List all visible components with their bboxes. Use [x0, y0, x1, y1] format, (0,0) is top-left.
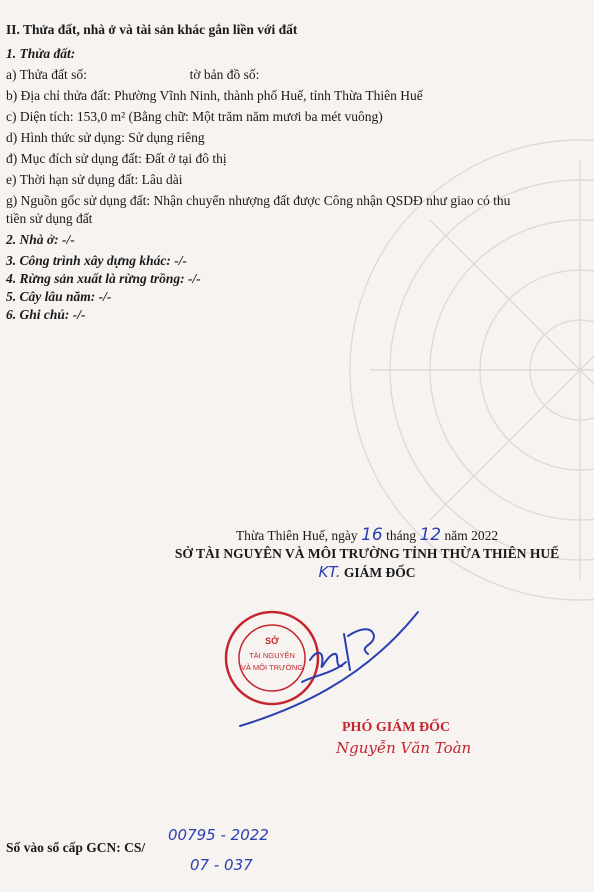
parcel-line [6, 66, 259, 84]
month-label: tháng [386, 528, 417, 543]
registry-label: Số vào sổ cấp GCN: CS/ [6, 840, 146, 855]
land-heading: 1. Thửa đất: [6, 46, 76, 61]
department-name: SỞ TÀI NGUYÊN VÀ MÔI TRƯỜNG TỈNH THỪA THIÊN HUẾ [174, 546, 560, 561]
svg-text:SỞ: SỞ [265, 636, 279, 646]
svg-text:VÀ MÔI TRƯỜNG: VÀ MÔI TRƯỜNG [240, 663, 304, 672]
usage-term: e) Thời hạn sử dụng đất: Lâu dài [6, 172, 183, 187]
section-title: II. Thửa đất, nhà ở và tài sản khác gắn liền với đất [6, 22, 298, 37]
director-line [140, 563, 594, 581]
registry-number: 00795 - 2022 [168, 826, 269, 844]
usage-form: d) Hình thức sử dụng: Sử dụng riêng [6, 130, 205, 145]
notes-item: 6. Ghi chú: -/- [6, 307, 86, 322]
usage-origin: g) Nguồn gốc sử dụng đất: Nhận chuyển nhượng đất được Công nhận QSDĐ như giao có thu [6, 193, 511, 208]
trees-item: 5. Cây lâu năm: -/- [6, 289, 112, 304]
forest-item: 4. Rừng sản xuất là rừng trồng: -/- [6, 271, 201, 286]
usage-origin-cont: tiền sử dụng đất [6, 211, 93, 226]
place-date-line [140, 525, 594, 545]
director-title: GIÁM ĐỐC [343, 565, 416, 580]
sign-day: 16 [361, 525, 383, 545]
house-item: 2. Nhà ở: -/- [6, 232, 75, 247]
parcel-address: b) Địa chỉ thửa đất: Phường Vĩnh Ninh, thành phố Huế, tỉnh Thừa Thiên Huế [6, 88, 423, 103]
signer-name: Nguyễn Văn Toàn [336, 739, 472, 757]
registry-number-suffix: 07 - 037 [190, 856, 253, 874]
sign-year: năm 2022 [444, 528, 499, 543]
deputy-director-title: PHÓ GIÁM ĐỐC [342, 720, 451, 735]
construction-item: 3. Công trình xây dựng khác: -/- [6, 253, 187, 268]
usage-purpose: đ) Mục đích sử dụng đất: Đất ở tại đô thị [6, 151, 227, 166]
map-sheet-label: tờ bản đồ số: [189, 67, 260, 82]
parcel-area: c) Diện tích: 153,0 m² (Bằng chữ: Một trăm năm mươi ba mét vuông) [6, 109, 383, 124]
parcel-number-label: a) Thửa đất số: [6, 67, 87, 82]
kt-mark: KT. [318, 563, 341, 581]
svg-text:TÀI NGUYÊN: TÀI NGUYÊN [249, 651, 295, 660]
sign-month: 12 [419, 525, 442, 545]
place-date-prefix: Thừa Thiên Huế, ngày [235, 528, 358, 543]
